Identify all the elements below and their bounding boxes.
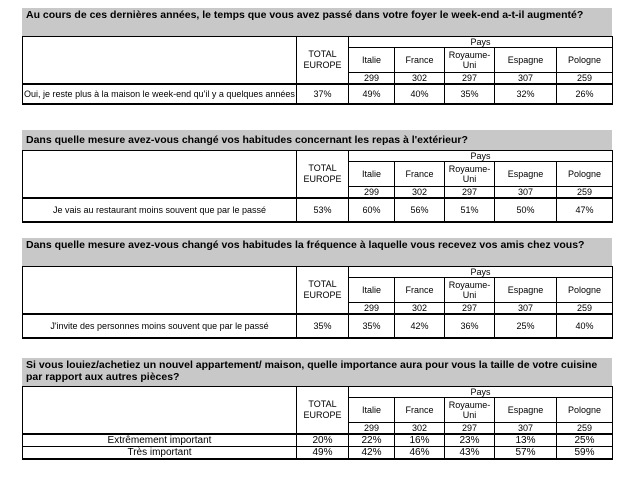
header-blank-cell — [23, 267, 297, 315]
question-section-3 — [22, 238, 612, 339]
sample-count: 307 — [495, 423, 557, 435]
sample-count: 297 — [445, 73, 495, 85]
sample-count: 259 — [557, 303, 613, 315]
header-blank-cell — [23, 151, 297, 199]
sample-count: 307 — [495, 303, 557, 315]
pays-header: Pays — [349, 37, 613, 48]
question-title-1: Au cours de ces dernières années, le temps que vous avez passé dans votre foyer le week-end a-t-il augmenté? — [22, 8, 612, 36]
table-row — [23, 198, 613, 222]
country-header-espagne: Espagne — [495, 48, 557, 73]
row-label: Extrêmement important — [23, 434, 297, 447]
cell-value: 35% — [349, 314, 395, 338]
row-label: Oui, je reste plus à la maison le week-end qu'il y a quelques années — [23, 84, 297, 104]
pays-header: Pays — [349, 151, 613, 162]
cell-value: 40% — [557, 314, 613, 338]
cell-value: 42% — [395, 314, 445, 338]
sample-count: 299 — [349, 73, 395, 85]
cell-value: 13% — [495, 434, 557, 447]
country-header-royaume-uni: Royaume-Uni — [445, 398, 495, 423]
cell-value: 40% — [395, 84, 445, 104]
question-section-1 — [22, 8, 612, 105]
country-header-france: France — [395, 162, 445, 187]
cell-value: 59% — [557, 447, 613, 460]
cell-value: 57% — [495, 447, 557, 460]
total-value: 37% — [297, 84, 349, 104]
total-value: 35% — [297, 314, 349, 338]
results-table-4 — [22, 386, 613, 460]
cell-value: 47% — [557, 198, 613, 222]
question-title-2: Dans quelle mesure avez-vous changé vos habitudes concernant les repas à l'extérieur? — [22, 130, 612, 150]
question-title-3: Dans quelle mesure avez-vous changé vos habitudes la fréquence à laquelle vous recevez vos amis chez vous? — [22, 238, 612, 266]
row-label: Très important — [23, 447, 297, 460]
country-header-espagne: Espagne — [495, 398, 557, 423]
cell-value: 56% — [395, 198, 445, 222]
cell-value: 42% — [349, 447, 395, 460]
country-header-france: France — [395, 48, 445, 73]
total-europe-header: TOTAL EUROPE — [297, 151, 349, 199]
cell-value: 22% — [349, 434, 395, 447]
question-title-4: Si vous louiez/achetiez un nouvel appartement/ maison, quelle importance aura pour vous la taille de votre cuisine par rapport aux autres pièces? — [22, 358, 612, 386]
row-label: J'invite des personnes moins souvent que par le passé — [23, 314, 297, 338]
sample-count: 302 — [395, 423, 445, 435]
sample-count: 259 — [557, 423, 613, 435]
country-header-italie: Italie — [349, 162, 395, 187]
total-value: 53% — [297, 198, 349, 222]
country-header-pologne: Pologne — [557, 48, 613, 73]
country-header-royaume-uni: Royaume-Uni — [445, 278, 495, 303]
cell-value: 26% — [557, 84, 613, 104]
cell-value: 43% — [445, 447, 495, 460]
country-header-espagne: Espagne — [495, 162, 557, 187]
sample-count: 302 — [395, 303, 445, 315]
total-europe-header: TOTAL EUROPE — [297, 387, 349, 435]
country-header-pologne: Pologne — [557, 278, 613, 303]
country-header-france: France — [395, 398, 445, 423]
country-header-italie: Italie — [349, 278, 395, 303]
table-row — [23, 314, 613, 338]
cell-value: 25% — [557, 434, 613, 447]
question-section-2 — [22, 130, 612, 223]
country-header-royaume-uni: Royaume-Uni — [445, 48, 495, 73]
cell-value: 36% — [445, 314, 495, 338]
sample-count: 297 — [445, 423, 495, 435]
sample-count: 259 — [557, 73, 613, 85]
table-row — [23, 84, 613, 104]
total-value: 20% — [297, 434, 349, 447]
cell-value: 49% — [349, 84, 395, 104]
cell-value: 32% — [495, 84, 557, 104]
table-row — [23, 434, 613, 447]
cell-value: 16% — [395, 434, 445, 447]
cell-value: 46% — [395, 447, 445, 460]
country-header-pologne: Pologne — [557, 398, 613, 423]
sample-count: 259 — [557, 187, 613, 199]
country-header-royaume-uni: Royaume-Uni — [445, 162, 495, 187]
table-row — [23, 447, 613, 460]
sample-count: 299 — [349, 423, 395, 435]
country-header-espagne: Espagne — [495, 278, 557, 303]
sample-count: 307 — [495, 73, 557, 85]
cell-value: 25% — [495, 314, 557, 338]
sample-count: 297 — [445, 187, 495, 199]
results-table-2 — [22, 150, 613, 223]
sample-count: 302 — [395, 187, 445, 199]
sample-count: 299 — [349, 187, 395, 199]
cell-value: 50% — [495, 198, 557, 222]
sample-count: 307 — [495, 187, 557, 199]
cell-value: 23% — [445, 434, 495, 447]
country-header-france: France — [395, 278, 445, 303]
total-value: 49% — [297, 447, 349, 460]
pays-header: Pays — [349, 387, 613, 398]
sample-count: 297 — [445, 303, 495, 315]
country-header-italie: Italie — [349, 48, 395, 73]
country-header-italie: Italie — [349, 398, 395, 423]
cell-value: 35% — [445, 84, 495, 104]
results-table-3 — [22, 266, 613, 339]
row-label: Je vais au restaurant moins souvent que par le passé — [23, 198, 297, 222]
header-blank-cell — [23, 387, 297, 435]
cell-value: 60% — [349, 198, 395, 222]
sample-count: 299 — [349, 303, 395, 315]
total-europe-header: TOTAL EUROPE — [297, 37, 349, 85]
header-blank-cell — [23, 37, 297, 85]
total-europe-header: TOTAL EUROPE — [297, 267, 349, 315]
question-section-4 — [22, 358, 612, 460]
country-header-pologne: Pologne — [557, 162, 613, 187]
cell-value: 51% — [445, 198, 495, 222]
results-table-1 — [22, 36, 613, 105]
pays-header: Pays — [349, 267, 613, 278]
sample-count: 302 — [395, 73, 445, 85]
